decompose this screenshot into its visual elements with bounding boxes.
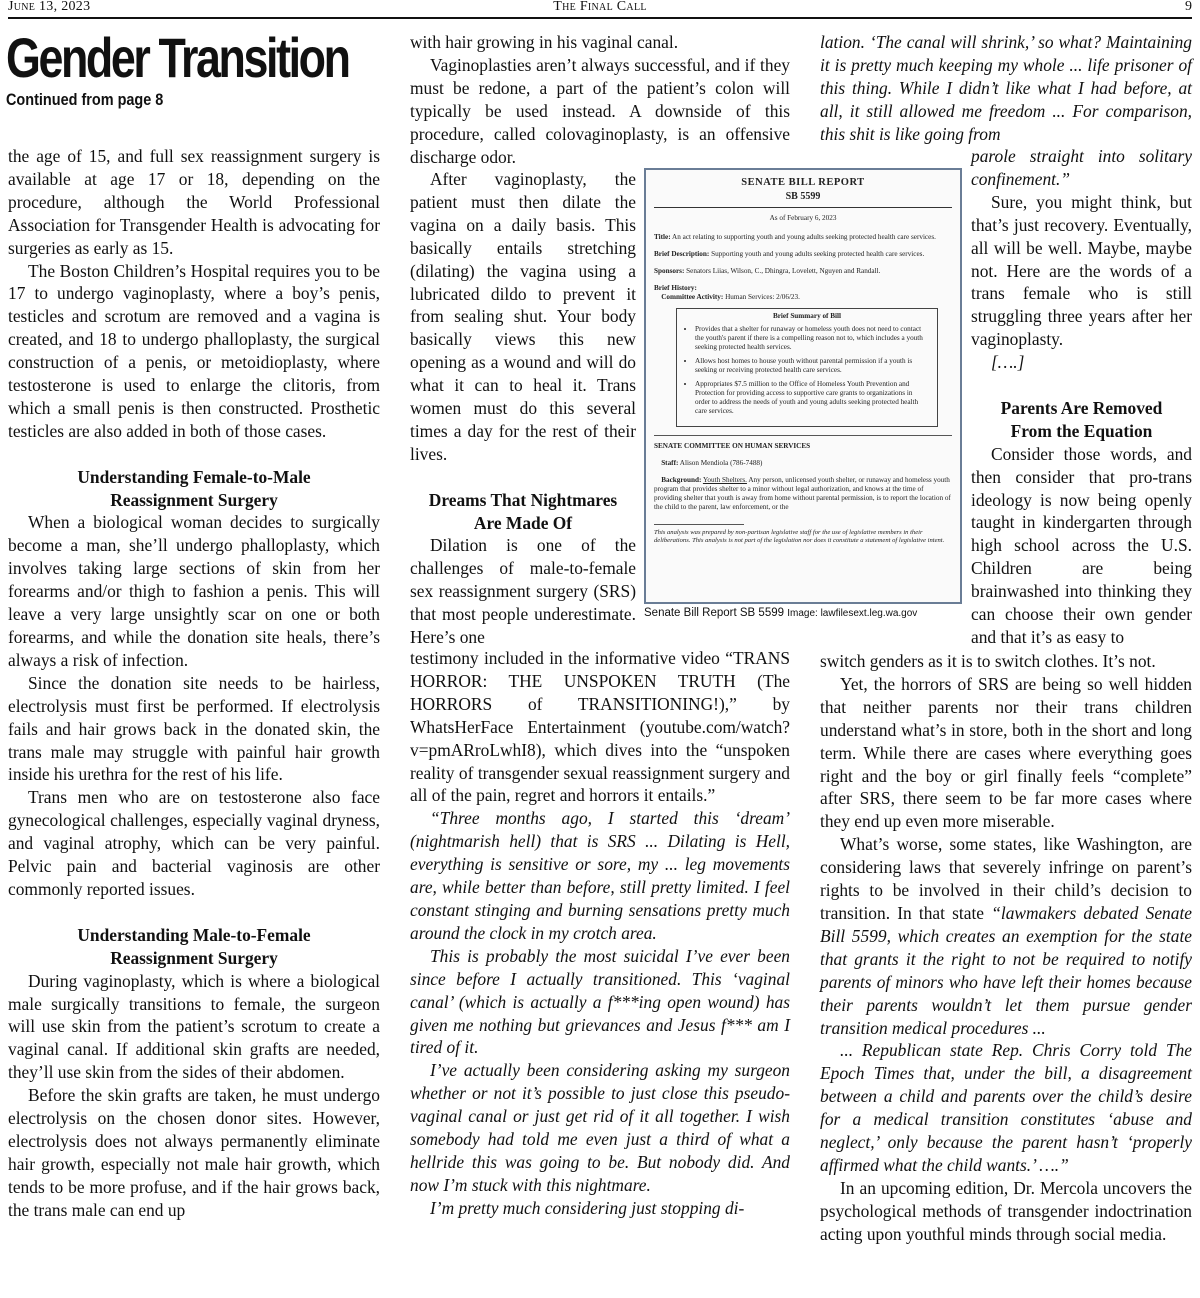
paragraph: Trans men who are on testosterone also face gynecological challenges, especially vaginal dryness, and vaginal atrophy, which can be very painful. Pelvic pain and bacterial vaginosis are other commonly reported issues. <box>8 787 380 899</box>
paragraph: After vaginoplasty, the patient must then dilate the vagina on a daily basis. This basically entails stretching (dilating) the vagina using a lubricated dildo to prevent it from sealing shut. Your body basically views this new opening as a wound and will do what it can to heal it. Trans women must do this several times a day for the rest of their lives. <box>410 169 636 464</box>
quote-paragraph: ... Republican state Rep. Chris Corry told The Epoch Times that, under the bill, a disagreement between a child and parents over the child’s desire for a medical transition constitutes ‘abuse and neglect,’ only because the parent hasn’t ‘properly affirmed what the child wants.’ ….” <box>820 1040 1192 1175</box>
figure-caption: Senate Bill Report SB 5599 Image: lawfilesext.leg.wa.gov <box>644 607 918 619</box>
paragraph: switch genders as it is to switch clothes. It’s not. <box>820 651 1156 671</box>
paragraph: Since the donation site needs to be hairless, electrolysis must first be performed. If electrolysis fails and hair grows back in the donated skin, the trans male may struggle with painful hair growth inside his urethra for the rest of his life. <box>8 672 380 785</box>
column-2-bottom <box>410 647 790 1220</box>
doc-footnote: This analysis was prepared by non-partisan legislative staff for the use of legislative members in their deliberations. This analysis is not part of the legislation nor does it constitute a statement of legislative intent. <box>654 529 945 544</box>
article-headline <box>6 26 386 110</box>
page-number: 9 <box>1185 0 1192 14</box>
quote-paragraph: I’ve actually been considering asking my surgeon whether or not it’s possible to just close this pseudo-vaginal canal or just get rid of it all together. I wish somebody had told me even just a third of what a hellride this was going to be. But nobody did. And now I’m stuck with this nightmare. <box>410 1060 790 1195</box>
masthead <box>8 0 1192 19</box>
doc-bullet: • Provides that a shelter for runaway or homeless youth does not need to contact the youth's parent if there is a compelling reason not to, which includes a youth seeking protected health services. <box>695 325 929 352</box>
ellipsis: [….] <box>991 352 1025 373</box>
column-1 <box>8 145 380 1222</box>
quote-paragraph: lation. ‘The canal will shrink,’ so what? Maintaining it is pretty much keeping my whole ... life prisoner of this thing. While I didn’t like what I had before, at all, it still allowed me freedom ... For comparison, this shit is like going from <box>820 32 1192 144</box>
column-2-narrow <box>410 168 636 649</box>
newspaper-name: The Final Call <box>553 0 647 14</box>
quote-paragraph: I’m pretty much considering just stopping di- <box>430 1197 745 1218</box>
doc-title-row: Title: An act relating to supporting youth and young adults seeking protected health care services. <box>654 233 936 241</box>
column-3-narrow <box>971 145 1192 649</box>
doc-committee: SENATE COMMITTEE ON HUMAN SERVICES <box>654 442 811 450</box>
column-2-top <box>410 31 790 168</box>
paragraph: What’s worse, some states, like Washington, are considering laws that severely infringe on parent’s rights to be involved in their child’s decision to transition. In that state “lawmakers debated Senate Bill 5599, which creates an exemption for the state that grants it the right to not be required to notify parents of minors who have left their homes because their parents wouldn’t let them pursue gender transition medical procedures ... <box>820 834 1192 1038</box>
quote-paragraph: This is probably the most suicidal I’ve ever been since before I actually transitioned. This ‘vaginal canal’ (which is actually a f***ing open wound) has given me nothing but grievances and Jesus f*** am I tired of it. <box>410 945 790 1058</box>
subheading: Understanding Female-to-Male Reassignment Surgery <box>77 466 311 510</box>
quote-paragraph: parole straight into solitary confinement.” <box>971 146 1192 189</box>
subheading: Parents Are Removed From the Equation <box>1000 397 1163 441</box>
paragraph: Yet, the horrors of SRS are being so well hidden that neither parents nor their trans children understand what’s in store, both in the short and long term. While there are cases where everything goes right and the boy or girl finally feels “complete” after SRS, there seem to be far more cases where they end up even more miserable. <box>820 673 1192 832</box>
paragraph: Consider those words, and then consider that pro-trans ideology is now being openly taught in kindergarten through high school across the U.S. Children are being brainwashed into thinking they can choose their own gender and that it’s as easy to <box>971 443 1192 648</box>
paragraph: testimony included in the informative video “TRANS HORROR: THE UNSPOKEN TRUTH (The HORRORS of TRANSITIONING!),” by WhatsHerFace Entertainment (youtube.com/watch?v=pmARroLwhI8), which dives into the “unspoken reality of transgender sexual reassignment surgery and all of the pain, regret and horrors it entails.” <box>410 648 790 806</box>
paragraph: the age of 15, and full sex reassignment surgery is available at age 17 or 18, depending on the procedure, although the World Professional Association for Transgender Health is advocating for surgeries as early as 15. <box>8 146 380 258</box>
paragraph: Sure, you might think, but that’s just recovery. Eventually, all will be well. Maybe, maybe not. Here are the words of a trans female who is still struggling three years after her vaginoplasty. <box>971 191 1192 350</box>
quote-paragraph: “Three months ago, I started this ‘dream’ (nightmarish hell) that is SRS ... Dilating is Hell, everything is sensitive or sore, my ... leg movements are, while better than before, still pretty limited. I feel constant stinging and burning sensations pretty much around the clock in my crotch area. <box>410 808 790 943</box>
doc-bullet: • Allows host homes to house youth without parental permission if a youth is seeking or receiving protected health care services. <box>695 357 929 375</box>
issue-date: June 13, 2023 <box>8 0 91 14</box>
senate-bill-report-image <box>644 168 962 604</box>
doc-summary-box: Brief Summary of Bill • Provides that a shelter for runaway or homeless youth does not need to contact the youth's parent if there is a compelling reason not to, which includes a youth seeking protected health services. • Allows host homes to house youth without parental permission if a youth is seeking or receiving protected health care services. • Appropriates $7.5 million to the Office of Homeless Youth Prevention and Protection for providing access to supportive care grants to organizations in order to address the needs of youth and young adults seeking protected health care services. <box>676 308 938 427</box>
column-3-bottom <box>820 650 1192 1246</box>
paragraph: Dilation is one of the challenges of male-to-female sex reassignment surgery (SRS) that most people underestimate. Here’s one <box>410 535 636 648</box>
paragraph: with hair growing in his vaginal canal. <box>410 32 679 52</box>
headline-title: Gender Transition <box>6 26 349 89</box>
doc-description-row: Brief Description: Supporting youth and young adults seeking protected health care services. <box>654 250 925 258</box>
paragraph: The Boston Children’s Hospital requires you to be 17 to undergo vaginoplasty, where a boy’s penis, testicles and scrotum are removed and a vagina is created, and 18 to undergo phalloplasty, the surgical construction of a penis, or metoidioplasty, where testosterone is used to enlarge the clitoris, from which a small penis is then constructed. Prosthetic testicles are also added in both of those cases. <box>8 260 380 441</box>
paragraph: Before the skin grafts are taken, he must undergo electrolysis on the chosen donor sites. However, electrolysis does not always permanently eliminate hair growth, especially not male hair growth, which tends to be more profuse, and if the hair grows back, the trans male can end up <box>8 1085 380 1220</box>
doc-history-row: Brief History: Committee Activity: Human Services: 2/06/23. <box>654 284 800 301</box>
paragraph: In an upcoming edition, Dr. Mercola uncovers the psychological methods of transgender indoctrination acting upon youthful minds through social media. <box>820 1177 1192 1244</box>
doc-bill-number: SB 5599 <box>785 191 821 202</box>
doc-date: As of February 6, 2023 <box>769 214 837 222</box>
paragraph: Vaginoplasties aren’t always successful, and if they must be redone, a part of the patient’s colon will typically be used instead. A downside of this procedure, called colovaginoplasty, is an offensive discharge odor. <box>410 54 790 167</box>
doc-staff-row: Staff: Alison Mendiola (786-7488) <box>661 459 763 467</box>
doc-title: SENATE BILL REPORT <box>741 177 865 188</box>
subheading: Understanding Male-to-Female Reassignment Surgery <box>77 924 311 968</box>
subheading: Dreams That Nightmares Are Made Of <box>428 489 618 533</box>
doc-sponsors-row: Sponsors: Senators Liias, Wilson, C., Dhingra, Lovelett, Nguyen and Randall. <box>654 267 881 275</box>
continued-note: Continued from page 8 <box>6 90 164 109</box>
paragraph: When a biological woman decides to surgically become a man, she’ll undergo phalloplasty, which involves taking large sections of skin from her forearms and/or thigh to fashion a penis. This will leave a very large unsightly scar on one or both forearms, and while the donation site heals, there’s always a risk of infection. <box>8 512 380 670</box>
paragraph: During vaginoplasty, which is where a biological male surgically transitions to female, the surgeon will use skin from the patient’s scrotum to create a vaginal canal. If additional skin grafts are needed, they’ll use skin from the sides of their abdomen. <box>8 970 380 1083</box>
image-credit: Image: lawfilesext.leg.wa.gov <box>787 608 918 619</box>
doc-bullet: • Appropriates $7.5 million to the Office of Homeless Youth Prevention and Protection for providing access to supportive care grants to organizations in order to address the needs of youth and young adults seeking protected health care services. <box>695 380 929 416</box>
column-3-top <box>820 31 1192 146</box>
doc-background-row: Background: Youth Shelters. Any person, unlicensed youth shelter, or runaway and homeless youth program that provides shelter to a minor without legal authorization, and knows at the time of providing shelter that youth is away from home without parental permission, is to report the location of the child to the parent, law enforcement, or the <box>654 476 951 511</box>
quote-text: “lawmakers debated Senate Bill 5599, which creates an exemption for the state that grants it the right to not be required to notify parents of minors who have left their homes because their parents wouldn’t let them pursue gender transition medical procedures ... <box>820 902 1192 1038</box>
